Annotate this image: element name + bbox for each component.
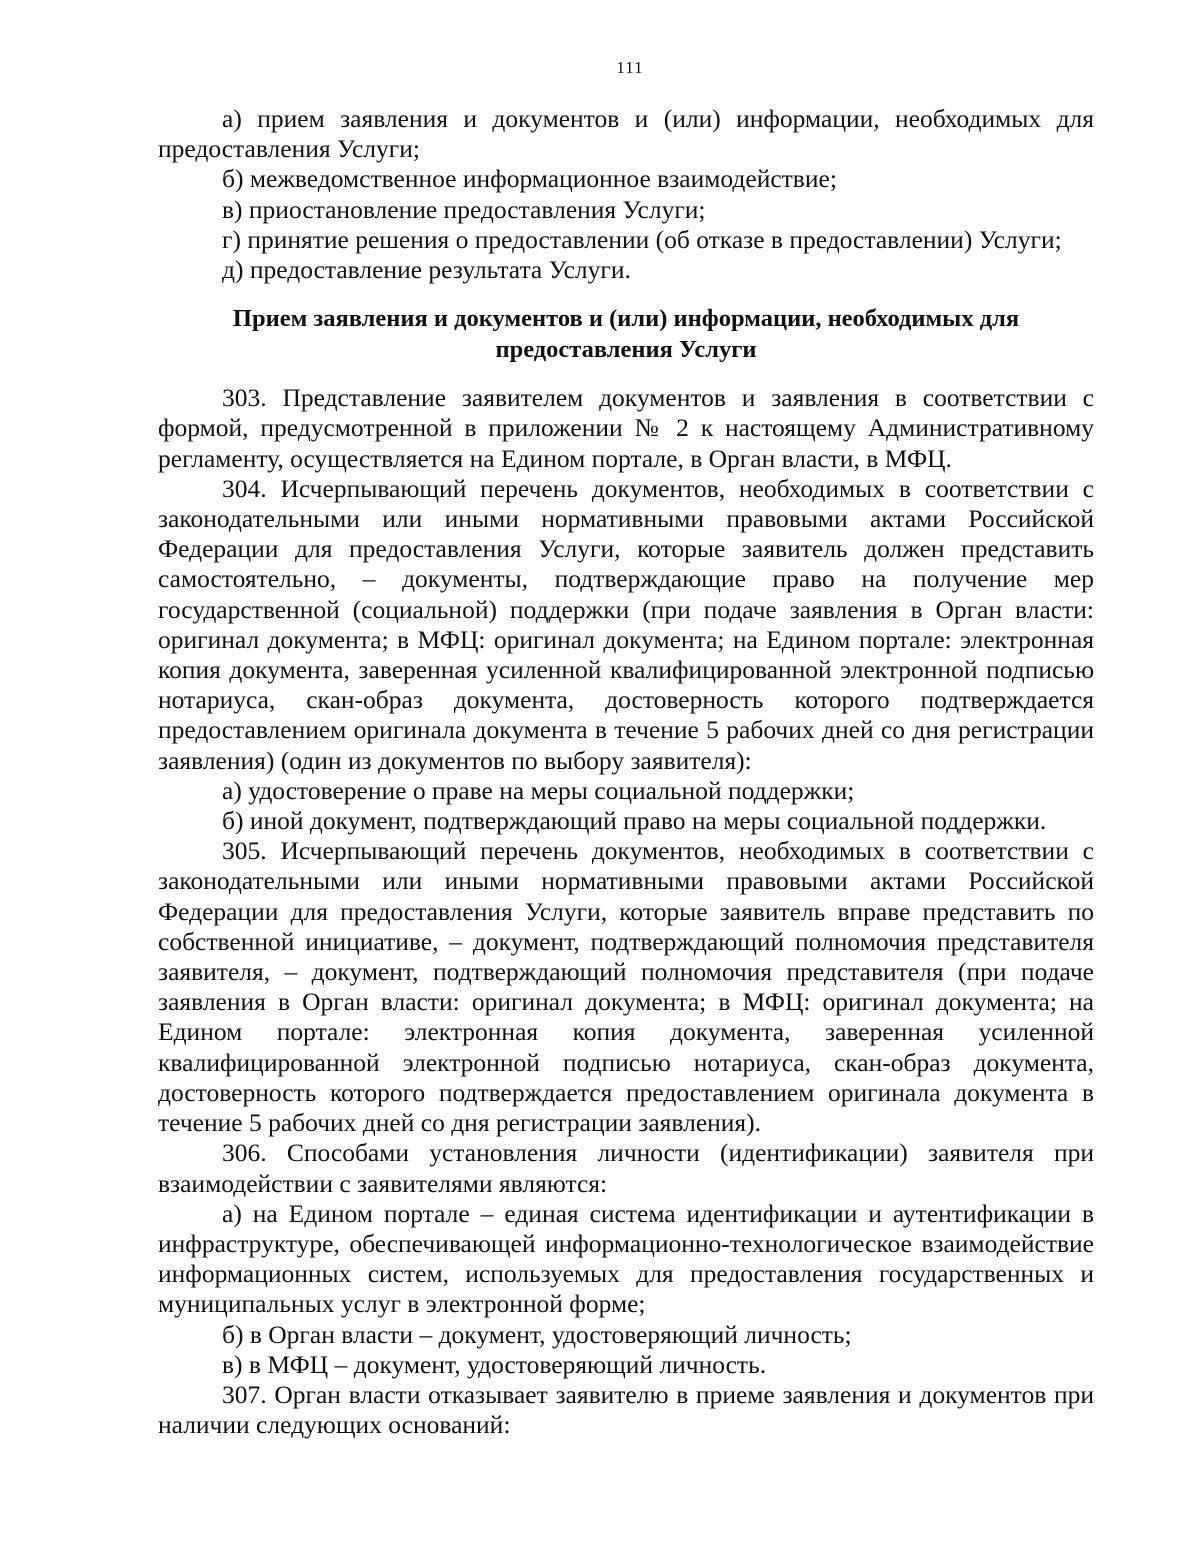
paragraph-306-item-b: б) в Орган власти – документ, удостоверяющий личность; (222, 1319, 852, 1349)
intro-item-a: а) прием заявления и документов и (или) информации, необходимых для предоставления Услуги; (158, 104, 1094, 164)
paragraph-304-item-b: б) иной документ, подтверждающий право на меры социальной поддержки. (222, 806, 1047, 836)
intro-item-b: б) межведомственное информационное взаимодействие; (222, 164, 837, 194)
paragraph-304: 304. Исчерпывающий перечень документов, необходимых в соответствии с законодательными или иными нормативными правовыми актами Российской Федерации для предоставления Услуги, которые заявитель должен представить самостоятельно, – документы, подтверждающие право на получение мер государственной (социальной) поддержки (при подаче заявления в Орган власти: оригинал документа; в МФЦ: оригинал документа; на Едином портале: электронная копия документа, заверенная усиленной квалифицированной электронной подписью нотариуса, скан-образ документа, достоверность которого подтверждается предоставлением оригинала документа в течение 5 рабочих дней со дня регистрации заявления) (один из документов по выбору заявителя): (158, 473, 1094, 775)
paragraph-306: 306. Способами установления личности (идентификации) заявителя при взаимодействии с заявителями являются: (158, 1138, 1094, 1198)
paragraph-305: 305. Исчерпывающий перечень документов, необходимых в соответствии с законодательными или иными нормативными правовыми актами Российской Федерации для предоставления Услуги, которые заявитель вправе представить по собственной инициативе, – документ, подтверждающий полномочия представителя заявителя, – документ, подтверждающий полномочия представителя (при подаче заявления в Орган власти: оригинал документа; в МФЦ: оригинал документа; на Едином портале: электронная копия документа, заверенная усиленной квалифицированной электронной подписью нотариуса, скан-образ документа, достоверность которого подтверждается предоставлением оригинала документа в течение 5 рабочих дней со дня регистрации заявления). (158, 836, 1094, 1138)
section-heading: Прием заявления и документов и (или) информации, необходимых для предоставления Услуги (232, 305, 1020, 364)
paragraph-306-item-a: а) на Едином портале – единая система идентификации и аутентификации в инфраструктуре, обеспечивающей информационно-технологическое взаимодействие информационных систем, используемых для предоставления государственных и муниципальных услуг в электронной форме; (158, 1198, 1094, 1319)
intro-item-d: д) предоставление результата Услуги. (222, 255, 631, 285)
intro-item-g: г) принятие решения о предоставлении (об отказе в предоставлении) Услуги; (222, 224, 1062, 254)
page-number: 111 (616, 58, 644, 77)
document-body (158, 104, 1094, 1440)
paragraph-303: 303. Представление заявителем документов и заявления в соответствии с формой, предусмотренной в приложении № 2 к настоящему Административному регламенту, осуществляется на Едином портале, в Орган власти, в МФЦ. (158, 383, 1094, 473)
paragraph-307: 307. Орган власти отказывает заявителю в приеме заявления и документов при наличии следующих оснований: (158, 1379, 1094, 1440)
paragraph-304-item-a: а) удостоверение о праве на меры социальной поддержки; (222, 775, 855, 805)
paragraph-306-item-v: в) в МФЦ – документ, удостоверяющий личность. (222, 1349, 767, 1379)
intro-item-v: в) приостановление предоставления Услуги; (222, 194, 706, 224)
